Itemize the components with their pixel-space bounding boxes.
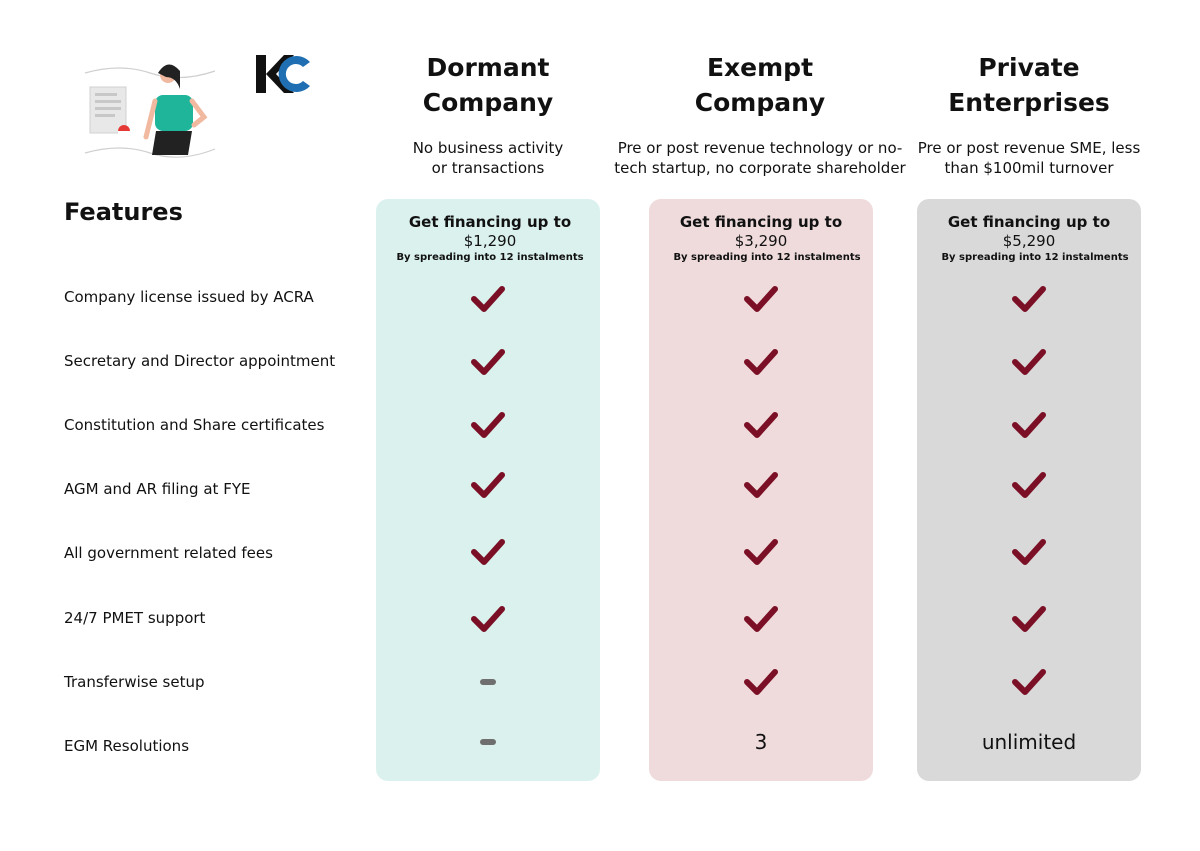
financing-amount: $3,290: [734, 232, 788, 250]
plan-desc-line: No business activity: [412, 139, 564, 157]
feature-label: Constitution and Share certificates: [64, 416, 325, 434]
person-with-document-illustration: [80, 55, 220, 170]
plan-title-dormant: [338, 50, 638, 120]
check-icon: [649, 532, 873, 572]
financing-amount: $1,290: [463, 232, 517, 250]
plan-desc-exempt: [608, 138, 912, 178]
financing-note: By spreading into 12 instalments: [673, 252, 861, 263]
feature-label: All government related fees: [64, 544, 273, 562]
feature-label: Company license issued by ACRA: [64, 288, 314, 306]
check-icon: [917, 465, 1141, 505]
plan-title-line: Company: [422, 88, 554, 117]
financing-note: By spreading into 12 instalments: [941, 252, 1129, 263]
features-title: Features: [64, 198, 183, 226]
feature-value-text: unlimited: [981, 730, 1077, 754]
plan-title-line: Private: [978, 53, 1080, 82]
plan-desc-line: than $100mil turnover: [944, 159, 1114, 177]
check-icon: [917, 279, 1141, 319]
financing-amount: $5,290: [1002, 232, 1056, 250]
check-icon: [649, 662, 873, 702]
check-icon: [376, 342, 600, 382]
check-icon: [649, 465, 873, 505]
plan-desc-line: Pre or post revenue SME, less: [917, 139, 1141, 157]
plan-title-exempt: [610, 50, 910, 120]
check-icon: [917, 342, 1141, 382]
plan-desc-line: tech startup, no corporate shareholder: [614, 159, 906, 177]
check-icon: [376, 599, 600, 639]
plan-title-line: Exempt: [706, 53, 814, 82]
feature-value: [917, 722, 1141, 762]
plan-title-line: Company: [694, 88, 826, 117]
dash-icon: [376, 662, 600, 702]
check-icon: [649, 279, 873, 319]
feature-label: AGM and AR filing at FYE: [64, 480, 251, 498]
check-icon: [649, 599, 873, 639]
check-icon: [917, 532, 1141, 572]
plan-desc-dormant: [338, 138, 638, 178]
check-icon: [649, 405, 873, 445]
plan-desc-line: Pre or post revenue technology or no-: [617, 139, 903, 157]
plan-title-line: Enterprises: [948, 88, 1110, 117]
logo-k-stem: [256, 55, 266, 93]
plan-title-private: [879, 50, 1179, 120]
check-icon: [376, 532, 600, 572]
feature-label: Transferwise setup: [64, 673, 205, 691]
financing-label: Get financing up to: [679, 213, 843, 231]
feature-label: Secretary and Director appointment: [64, 352, 336, 370]
feature-value-text: 3: [754, 730, 768, 754]
plan-title-line: Dormant: [426, 53, 550, 82]
financing-label: Get financing up to: [947, 213, 1111, 231]
feature-label: EGM Resolutions: [64, 737, 190, 755]
plan-desc-private: [879, 138, 1179, 178]
feature-value: [649, 722, 873, 762]
check-icon: [917, 405, 1141, 445]
financing-label: Get financing up to: [408, 213, 572, 231]
plan-desc-line: or transactions: [431, 159, 545, 177]
check-icon: [376, 465, 600, 505]
check-icon: [649, 342, 873, 382]
check-icon: [376, 279, 600, 319]
check-icon: [376, 405, 600, 445]
check-icon: [917, 599, 1141, 639]
feature-label: 24/7 PMET support: [64, 609, 206, 627]
financing-note: By spreading into 12 instalments: [396, 252, 584, 263]
kc-logo: [256, 54, 312, 94]
dash-icon: [376, 722, 600, 762]
check-icon: [917, 662, 1141, 702]
